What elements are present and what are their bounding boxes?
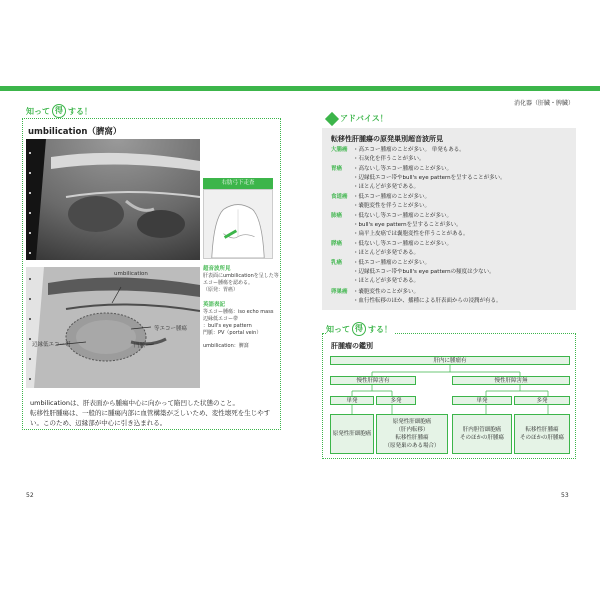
advice-line: ・辺縁低エコー帯やbull's eye patternを呈することが多い。 (353, 175, 506, 181)
finding-heading: 超音波所見 (203, 266, 231, 272)
scan-position-diagram (203, 189, 273, 259)
advice-line: ・辺縁低エコー帯やbull's eye patternの頻度は少ない。 (353, 269, 495, 275)
advice-line: ・扁平上皮癌では嚢胞変性を伴うことがある。 (353, 231, 469, 237)
advice-category: 乳癌 (331, 260, 343, 266)
leaf-line: そのほかの肝腫瘍 (519, 435, 564, 441)
leaf-line: 転移性肝腫瘍 (395, 435, 429, 441)
advice-row-breast (331, 259, 495, 286)
advice-line: ・石灰化を伴うことが多い。 (353, 156, 425, 162)
leaf-line: 原発性肝細胞癌 (332, 431, 372, 437)
scan-position-tag: 右肋弓下走査 (203, 178, 273, 189)
header-badge-icon: 得 (352, 322, 366, 336)
tree-leaf-cholangiocarcinoma (452, 414, 512, 454)
advice-line: ・高ないし等エコー腫瘤のことが多い。 (353, 166, 453, 172)
advice-category: 食道癌 (331, 194, 348, 200)
advice-row-lung (331, 212, 469, 239)
advice-diamond-icon (325, 111, 339, 125)
tree-multiple-1: 多発 (376, 396, 416, 405)
advice-category: 卵巣癌 (331, 289, 348, 295)
leaf-line: そのほかの肝腫瘍 (459, 435, 504, 441)
advice-category: 胃癌 (331, 166, 343, 172)
advice-line: ・低エコー腫瘤のことが多い。 (353, 194, 431, 200)
tree-leaf-hcc (330, 414, 374, 454)
leaf-line: 転移性肝腫瘍 (525, 427, 559, 433)
label-hypoechoic-halo: 辺縁低エコー帯 (32, 342, 71, 348)
tree-single-1: 単発 (330, 396, 374, 405)
tree-multiple-2: 多発 (514, 396, 570, 405)
body-line: 転移性肝腫瘍は、一般的に腫瘍内部に血管構築が乏しいため、変性壊死を生じやす (30, 409, 271, 417)
finding-line: エコー腫瘍を認める。 (203, 280, 254, 286)
umbilication-term: umbilication：臍窩 (203, 343, 249, 349)
label-portal-vein: 門脈 (134, 343, 146, 349)
leaf-line: （原発巣のある場合） (384, 443, 440, 449)
advice-line: ・高エコー腫瘤のことが多い。 単発もある。 (353, 147, 465, 153)
tree-root-liver-mass: 肝内に腫瘤有 (330, 356, 570, 365)
advice-row-ovarian (331, 288, 502, 306)
finding-line: （原発：胃癌） (203, 287, 239, 293)
terms-heading: 英語表記 (203, 302, 226, 308)
advice-line: ・嚢胞変性を伴うことが多い。 (353, 203, 431, 209)
advice-line: ・ほとんどが多発である。 (353, 250, 420, 256)
body-line: umbilicationは、肝表面から腫瘍中心に向かって陥凹した状態のこと。 (30, 399, 240, 407)
top-green-bar (0, 86, 600, 91)
tree-chronic-liver-disease-yes: 慢性肝障害有 (330, 376, 416, 385)
body-line: い。このため、辺縁部が中心に引き込まれる。 (30, 419, 167, 427)
tree-single-2: 単発 (452, 396, 512, 405)
advice-category: 肺癌 (331, 213, 343, 219)
notes-area (203, 264, 277, 350)
advice-row-esophageal (331, 193, 430, 211)
advice-line: ・低ないし等エコー腫瘤のことが多い。 (353, 241, 453, 247)
header-pre: 知って (26, 106, 50, 116)
header-badge-icon: 得 (52, 104, 66, 118)
advice-row-pancreatic (331, 240, 452, 258)
advice-category: 大腸癌 (331, 147, 348, 153)
finding-line: 肝表面にumbilicationを呈した等 (203, 273, 279, 279)
label-iso-echo-mass: 等エコー腫瘍 (154, 326, 188, 332)
advice-title: 転移性肝腫瘍の原発巣別超音波所見 (331, 135, 443, 143)
tree-chronic-liver-disease-no: 慢性肝障害無 (452, 376, 570, 385)
ultrasound-image-annotated (26, 267, 200, 388)
page-number-left: 52 (26, 492, 34, 499)
advice-line: ・ほとんどが多発である。 (353, 278, 420, 284)
advice-line: ・低エコー腫瘤のことが多い。 (353, 260, 431, 266)
advice-line: ・ほとんどが多発である。 (353, 184, 420, 190)
terms-line: ：bull's eye pattern (203, 323, 252, 329)
advice-line: ・bull's eye patternを呈することが多い。 (353, 222, 462, 228)
terms-line: 門脈：PV（portal vein） (203, 330, 262, 336)
leaf-line: 肝内胆管細胞癌 (462, 427, 502, 433)
header-pre: 知って (326, 324, 350, 334)
terms-line: 辺縁低エコー帯 (203, 316, 239, 322)
terms-line: 等エコー腫瘍：iso echo mass (203, 309, 274, 315)
right-section-header (326, 322, 395, 336)
advice-line: ・低ないし等エコー腫瘤のことが多い。 (353, 213, 453, 219)
header-post: する！ (68, 106, 92, 116)
advice-category: 膵癌 (331, 241, 343, 247)
left-body-text (30, 398, 275, 428)
advice-row-gastric (331, 165, 506, 192)
label-umbilication: umbilication (114, 271, 148, 277)
ultrasound-image-top (26, 139, 200, 260)
advice-line: ・嚢胞変性のことが多い。 (353, 289, 420, 295)
advice-row-colorectal (331, 146, 465, 164)
right-section-title: 肝腫瘤の鑑別 (331, 342, 373, 350)
leaf-line: （肝内転移） (395, 427, 429, 433)
page-number-right: 53 (561, 492, 569, 499)
left-title: umbilication（臍窩） (28, 127, 122, 137)
tree-leaf-hcc-metastasis (376, 414, 448, 454)
left-section-header (26, 104, 95, 118)
leaf-line: 原発性肝細胞癌 (392, 419, 432, 425)
advice-header (327, 113, 388, 124)
header-post: する！ (368, 324, 392, 334)
chapter-label: 消化器（肝臓・脾臓） (513, 100, 574, 107)
tree-leaf-metastatic (514, 414, 570, 454)
advice-header-text: アドバイス！ (340, 114, 388, 123)
advice-line: ・血行性転移のほか、播種による肝表面からの浸潤が有る。 (353, 298, 502, 304)
